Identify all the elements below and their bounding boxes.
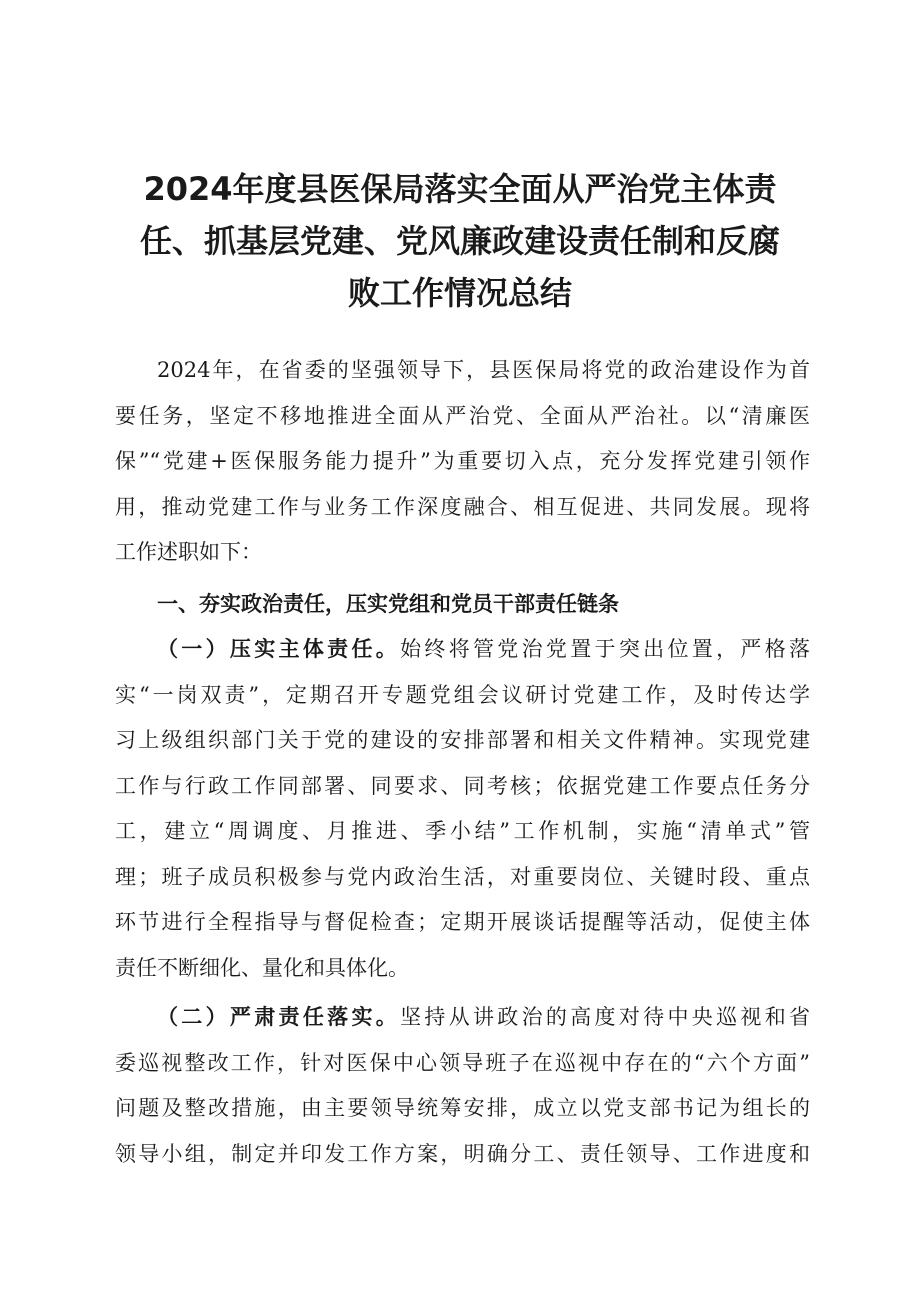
document-body	[115, 348, 810, 1177]
sub2-line-4: 领导小组，制定并印发工作方案，明确分工、责任领导、工作进度和	[115, 1141, 810, 1166]
sub2-line-3: 问题及整改措施，由主要领导统筹安排，成立以党支部书记为组长的	[115, 1096, 810, 1120]
sub1-line-1	[115, 627, 810, 673]
sub1-line-4: 工作与行政工作同部署、同要求、同考核；依据党建工作要点任务分	[115, 773, 810, 798]
intro-line-5: 工作述职如下：	[115, 540, 262, 564]
intro-paragraph	[115, 348, 810, 576]
intro-line-1: 2024年，在省委的坚强领导下，县医保局将党的政治建设作为首	[157, 358, 810, 382]
sub1-line-3: 习上级组织部门关于党的建设的安排部署和相关文件精神。实现党建	[115, 728, 810, 752]
intro-line-3: 保”“党建+医保服务能力提升”为重要切入点，充分发挥党建引领作	[115, 449, 810, 473]
sub1-line-6: 理；班子成员积极参与党内政治生活，对重要岗位、关键时段、重点	[115, 864, 810, 889]
sub2-first-line-text: 坚持从讲政治的高度对待中央巡视和省	[400, 1005, 810, 1029]
document-title	[110, 163, 810, 319]
subsection-1-paragraph	[115, 627, 810, 991]
sub1-label: （一）压实主体责任。	[157, 637, 401, 661]
section-1-heading: 一、夯实政治责任，压实党组和党员干部责任链条	[157, 591, 619, 616]
intro-line-2: 要任务，坚定不移地推进全面从严治党、全面从严治社。以“清廉医	[115, 403, 810, 428]
sub1-line-2: 实“一岗双责”，定期召开专题党组会议研讨党建工作，及时传达学	[115, 682, 810, 707]
sub1-line-7: 环节进行全程指导与督促检查；定期开展谈话提醒等活动，促使主体	[115, 910, 810, 934]
sub2-line-1	[115, 995, 810, 1041]
sub1-line-8: 责任不断细化、量化和具体化。	[115, 955, 409, 980]
sub1-line-5: 工，建立“周调度、月推进、季小结”工作机制，实施“清单式”管	[115, 819, 810, 843]
sub2-label: （二）严肃责任落实。	[157, 1005, 401, 1029]
title-line-1: 2024年度县医保局落实全面从严治党主体责	[143, 170, 777, 208]
subsection-2-paragraph	[115, 995, 810, 1177]
sub2-line-2: 委巡视整改工作，针对医保中心领导班子在巡视中存在的“六个方面”	[115, 1050, 810, 1075]
intro-line-4: 用，推动党建工作与业务工作深度融合、相互促进、共同发展。现将	[115, 494, 810, 519]
title-line-2: 任、抓基层党建、党风廉政建设责任制和反腐	[139, 222, 780, 260]
title-line-3: 败工作情况总结	[347, 274, 572, 312]
sub1-first-line-text: 始终将管党治党置于突出位置，严格落	[400, 637, 810, 661]
